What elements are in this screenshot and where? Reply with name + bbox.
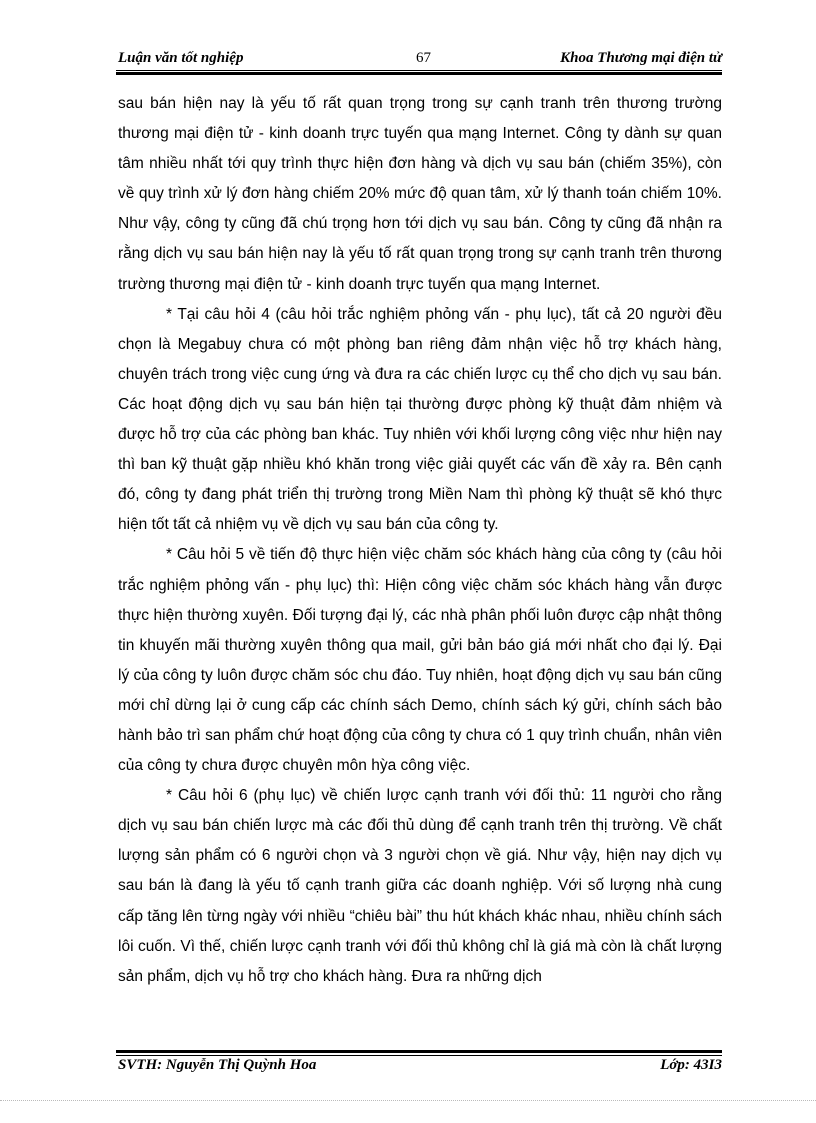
header-faculty: Khoa Thương mại điện tử [560,50,722,66]
header-rule-thin [116,70,722,71]
page-header [118,50,722,70]
paragraph-3: * Câu hỏi 5 về tiến độ thực hiện việc chăm sóc khách hàng của công ty (câu hỏi trắc nghiệm phỏng vấn - phụ lục) thì: Hiện công việc chăm sóc khách hàng vẫn được thực hiện thường xuyên. Đối tượng đại lý, các nhà phân phối luôn được cập nhật thông tin khuyến mãi thường xuyên thông qua mail, gửi bản báo giá mới nhất cho đại lý. Đại lý của công ty luôn được chăm sóc chu đáo. Tuy nhiên, hoạt động dịch vụ sau bán cũng mới chỉ dừng lại ở cung cấp các chính sách Demo, chính sách ký gửi, chính sách bảo hành bảo trì san phẩm chứ hoạt động của công ty chưa có 1 quy trình chuẩn, nhân viên của công ty chưa được chuyên môn hỳa công việc. [118,546,722,775]
page-footer [118,1057,722,1077]
header-thesis-title: Luận văn tốt nghiệp [118,50,244,66]
footer-rule-thick [116,1050,722,1053]
paragraph-4: * Câu hỏi 6 (phụ lục) về chiến lược cạnh tranh với đối thủ: 11 người cho rằng dịch vụ sau bán chiến lược mà các đối thủ dùng để cạnh tranh trên thị trường. Về chất lượng sản phẩm có 6 người chọn và 3 người chọn về giá. Như vậy, hiện nay dịch vụ sau bán là đang là yếu tố cạnh tranh giữa các doanh nghiệp. Với số lượng nhà cung cấp tăng lên từng ngày với nhiều “chiêu bài” thu hút khách khác nhau, nhiều chính sách lôi cuốn. Vì thế, chiến lược cạnh tranh với đối thủ không chỉ là giá mà còn là chất lượng sản phẩm, dịch vụ hỗ trợ cho khách hàng. Đưa ra những dịch [118,787,722,985]
footer-class: Lớp: 43I3 [660,1057,722,1073]
body-text [118,89,722,992]
page-number: 67 [416,50,431,66]
page-edge-divider [0,1100,816,1101]
paragraph-2: * Tại câu hỏi 4 (câu hỏi trắc nghiệm phỏng vấn - phụ lục), tất cả 20 người đều chọn là Megabuy chưa có một phòng ban riêng đảm nhận việc hỗ trợ khách hàng, chuyên trách trong việc cung ứng và đưa ra các chiến lược cụ thể cho dịch vụ sau bán. Các hoạt động dịch vụ sau bán hiện tại thường được phòng kỹ thuật đảm nhiệm và được hỗ trợ của các phòng ban khác. Tuy nhiên với khối lượng công việc như hiện nay thì ban kỹ thuật gặp nhiều khó khăn trong việc giải quyết các vấn đề xảy ra. Bên cạnh đó, công ty đang phát triển thị trường trong Miền Nam thì phòng kỹ thuật sẽ khó thực hiện tốt tất cả nhiệm vụ về dịch vụ sau bán của công ty. [118,305,722,534]
footer-student-name: SVTH: Nguyễn Thị Quỳnh Hoa [118,1057,317,1073]
footer-rule-thin [116,1055,722,1056]
header-rule-thick [116,72,722,75]
paragraph-1: sau bán hiện nay là yếu tố rất quan trọng trong sự cạnh tranh trên thương trường thương mại điện tử - kinh doanh trực tuyến qua mạng Internet. Công ty dành sự quan tâm nhiều nhất tới quy trình thực hiện đơn hàng và dịch vụ sau bán (chiếm 35%), còn về quy trình xử lý đơn hàng chiếm 20% mức độ quan tâm, xử lý thanh toán chiếm 10%. Như vậy, công ty cũng đã chú trọng hơn tới dịch vụ sau bán. Công ty cũng đã nhận ra rằng dịch vụ sau bán hiện nay là yếu tố rất quan trọng trong sự cạnh tranh trên thương trường thương mại điện tử - kinh doanh trực tuyến qua mạng Internet. [118,95,722,293]
